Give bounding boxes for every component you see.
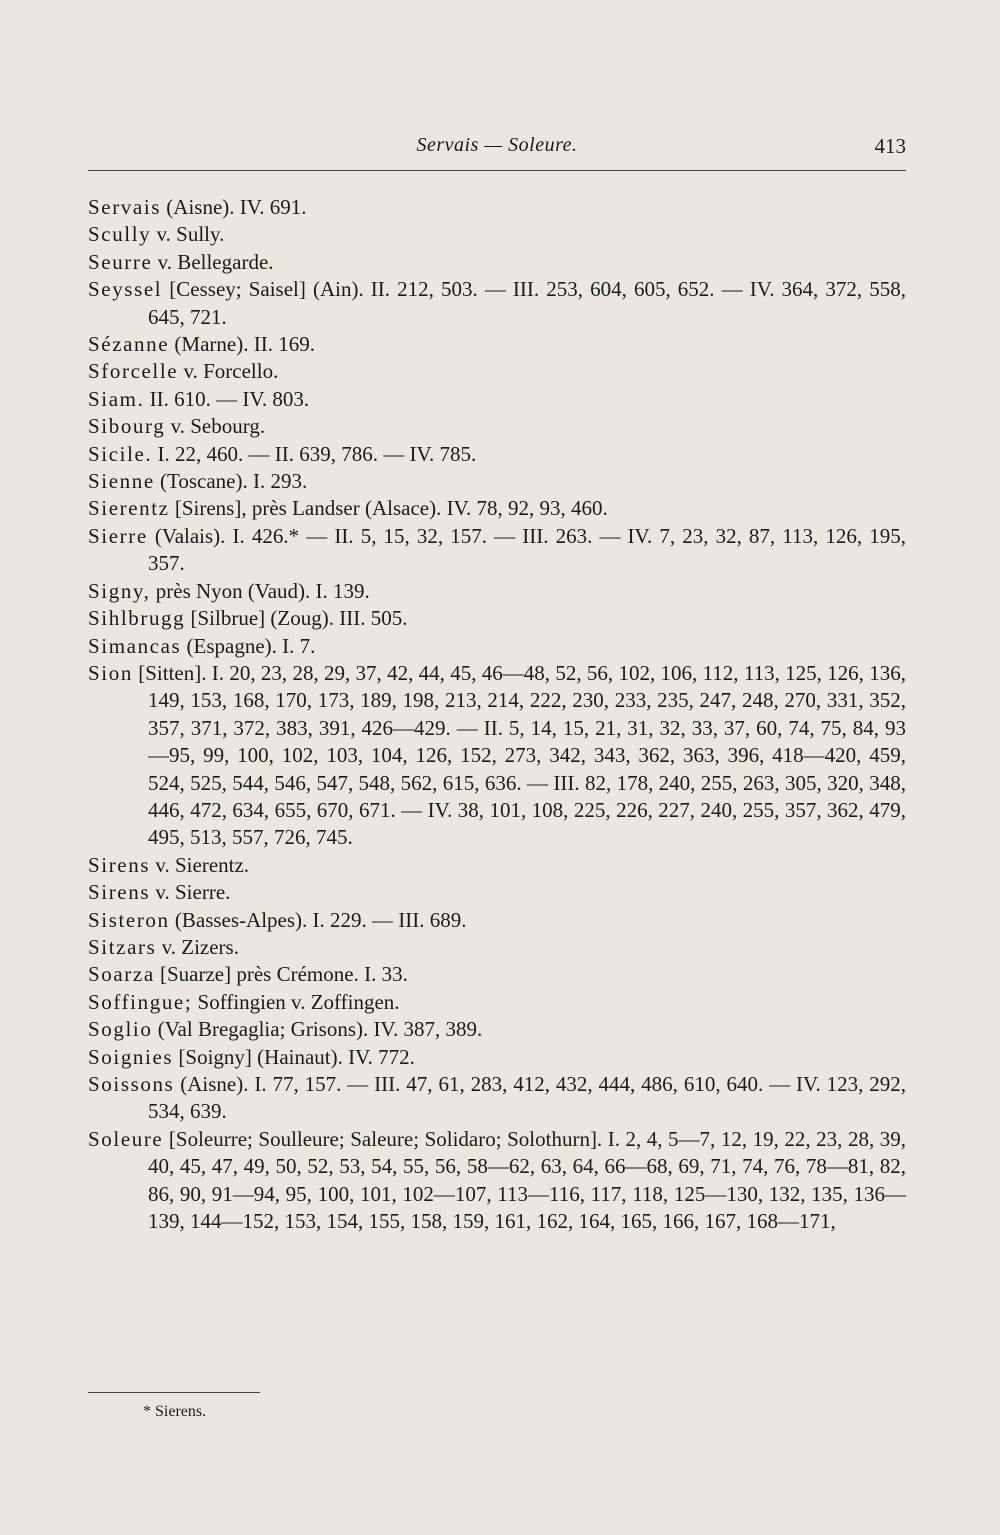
index-entry	[88, 413, 906, 440]
headword: Sihlbrugg	[88, 606, 186, 631]
headword: Sierre	[88, 523, 148, 548]
headword: Sitzars	[88, 934, 157, 959]
entry-text: [Suarze] près Crémone. I. 33.	[154, 962, 408, 987]
index-entry	[88, 961, 906, 988]
entry-text: [Soigny] (Hainaut). IV. 772.	[173, 1044, 415, 1069]
index-entry	[88, 605, 906, 632]
entry-text: v. Sierentz.	[150, 852, 250, 877]
index-entry	[88, 1126, 906, 1236]
entry-text: v. Zizers.	[156, 934, 239, 959]
headword: Sisteron	[88, 907, 170, 932]
entry-text: I. 22, 460. — II. 639, 786. — IV. 785.	[152, 441, 477, 466]
entry-text: (Aisne). IV. 691.	[161, 195, 307, 219]
index-entry	[88, 468, 906, 495]
index-entries	[88, 194, 906, 1235]
index-entry	[88, 276, 906, 331]
headword: Sirens	[88, 852, 151, 877]
entry-text: v. Sebourg.	[165, 414, 266, 439]
headword: Signy,	[88, 578, 151, 603]
headword: Seyssel	[88, 277, 163, 302]
entry-text: [Silbrue] (Zoug). III. 505.	[185, 606, 408, 631]
entry-text: (Marne). II. 169.	[169, 332, 315, 357]
page-number: 413	[874, 134, 906, 158]
index-entry	[88, 1071, 906, 1126]
footnote-rule	[88, 1392, 260, 1393]
headword: Sicile.	[88, 441, 153, 466]
index-entry	[88, 441, 906, 468]
page-header	[88, 130, 906, 171]
entry-text: v. Bellegarde.	[152, 249, 274, 274]
entry-text: [Sitten]. I. 20, 23, 28, 29, 37, 42, 44, 45, 46—48, 52, 56, 102, 106, 112, 113, 125, 126, 136, 149, 153, 168, 170, 173, 189, 198, 213, 214, 222, 230, 233, 235, 247, 248, 270, 331, 352, 357, 371, 372, 383, 391, 426—429. — II. 5, 14, 15, 21, 31, 32, 33, 37, 60, 74, 75, 84, 93—95, 99, 100, 102, 103, 104, 126, 152, 273, 342, 343, 362, 363, 396, 418—420, 459, 524, 525, 544, 546, 547, 548, 562, 615, 636. — III. 82, 178, 240, 255, 263, 305, 320, 348, 446, 472, 634, 655, 670, 671. — IV. 38, 101, 108, 225, 226, 227, 240, 255, 357, 362, 479, 495, 513, 557, 726, 745.	[132, 660, 906, 850]
entry-text: v. Forcello.	[178, 359, 279, 384]
headword: Sézanne	[88, 332, 170, 357]
headword: Sforcelle	[88, 359, 179, 384]
entry-text: (Basses-Alpes). I. 229. — III. 689.	[169, 907, 467, 932]
index-entry	[88, 221, 906, 248]
entry-text: [Cessey; Saisel] (Ain). II. 212, 503. — III. 253, 604, 605, 652. — IV. 364, 372, 558, 645, 721.	[148, 277, 906, 329]
index-entry	[88, 633, 906, 660]
entry-text: II. 610. — IV. 803.	[144, 386, 310, 411]
running-title: Servais — Soleure.	[416, 134, 578, 156]
entry-text: (Valais). I. 426.* — II. 5, 15, 32, 157. — III. 263. — IV. 7, 23, 32, 87, 113, 126, 195, 357.	[147, 523, 906, 576]
headword: Sienne	[88, 469, 155, 494]
entry-text: Soffingien v. Zoffingen.	[192, 989, 400, 1014]
headword: Sibourg	[88, 414, 166, 439]
footnote: * Sierens.	[143, 1403, 207, 1420]
index-entry	[88, 852, 906, 879]
index-entry	[88, 1016, 906, 1043]
index-entry	[88, 1044, 906, 1071]
entry-text: [Soleurre; Soulleure; Saleure; Solidaro; Solothurn]. I. 2, 4, 5—7, 12, 19, 22, 23, 28, 39, 40, 45, 47, 49, 50, 52, 53, 54, 55, 56, 58—62, 63, 64, 66—68, 69, 71, 74, 76, 78—81, 82, 86, 90, 91—94, 95, 100, 101, 102—107, 113—116, 117, 118, 125—130, 132, 135, 136—139, 144—152, 153, 154, 155, 158, 159, 161, 162, 164, 165, 166, 167, 168—171,	[148, 1126, 906, 1234]
index-entry	[88, 386, 906, 413]
headword: Soissons	[88, 1072, 175, 1096]
index-entry	[88, 578, 906, 605]
headword: Soleure	[88, 1126, 164, 1151]
index-entry	[88, 660, 906, 852]
index-entry	[88, 879, 906, 906]
headword: Soffingue;	[88, 989, 193, 1014]
index-entry	[88, 358, 906, 385]
headword: Servais	[88, 195, 162, 219]
index-entry	[88, 495, 906, 522]
index-entry	[88, 249, 906, 276]
headword: Soignies	[88, 1044, 174, 1069]
headword: Sion	[88, 660, 133, 685]
entry-text: v. Sully.	[151, 222, 225, 247]
index-entry	[88, 989, 906, 1016]
index-entry	[88, 934, 906, 961]
entry-text: (Aisne). I. 77, 157. — III. 47, 61, 283, 412, 432, 444, 486, 610, 640. — IV. 123, 292, 534, 639.	[148, 1072, 906, 1124]
entry-text: près Nyon (Vaud). I. 139.	[150, 578, 370, 603]
entry-text: (Espagne). I. 7.	[181, 633, 316, 658]
entry-text: (Val Bregaglia; Grisons). IV. 387, 389.	[152, 1017, 483, 1042]
headword: Soarza	[88, 962, 155, 987]
headword: Simancas	[88, 633, 182, 658]
headword: Soglio	[88, 1017, 153, 1042]
headword: Sierentz	[88, 496, 170, 521]
headword: Seurre	[88, 249, 153, 274]
headword: Sirens	[88, 880, 151, 905]
headword: Scully	[88, 222, 152, 247]
index-entry	[88, 523, 906, 578]
entry-text: (Toscane). I. 293.	[154, 469, 308, 494]
index-entry	[88, 331, 906, 358]
headword: Siam.	[88, 386, 145, 411]
entry-text: v. Sierre.	[150, 880, 231, 905]
index-entry	[88, 907, 906, 934]
index-entry	[88, 194, 906, 221]
entry-text: [Sirens], près Landser (Alsace). IV. 78, 92, 93, 460.	[169, 496, 608, 521]
